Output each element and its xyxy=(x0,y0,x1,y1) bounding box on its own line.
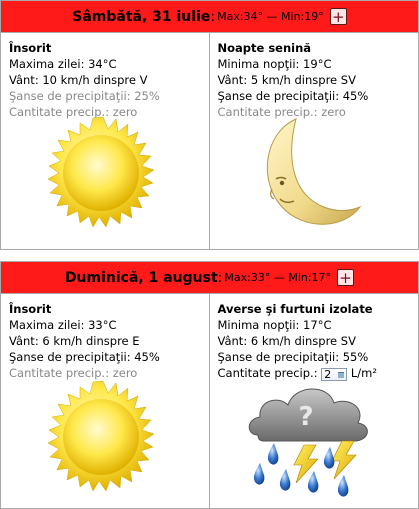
day-temps: Max:34° — Min:19° xyxy=(217,10,324,23)
condition-title: Averse şi furtuni izolate xyxy=(217,302,373,316)
expand-button[interactable]: + xyxy=(337,269,354,286)
forecast-day-1 xyxy=(0,0,419,250)
precip-amount: Cantitate precip.: zero xyxy=(9,105,138,119)
precip-amount: Cantitate precip.: zero xyxy=(217,105,346,119)
forecast-day-2 xyxy=(0,261,419,509)
night-forecast xyxy=(210,294,419,508)
day-forecast xyxy=(1,294,210,508)
precip-chance: Şanse de precipitaţii: 45% xyxy=(9,350,160,364)
precip-amount-label: Cantitate precip.: xyxy=(217,366,318,380)
day-header xyxy=(1,262,418,294)
wind: Vânt: 6 km/h dinspre E xyxy=(9,334,140,348)
svg-text:?: ? xyxy=(297,402,314,432)
sun-icon xyxy=(43,379,163,499)
storm-cloud-icon xyxy=(244,379,374,499)
moon-icon xyxy=(252,111,362,236)
wind: Vânt: 6 km/h dinspre SV xyxy=(217,334,356,348)
condition-title: Însorit xyxy=(9,41,52,55)
separator: : xyxy=(210,8,216,25)
precip-amount-value: 2 xyxy=(321,368,347,381)
night-forecast xyxy=(210,33,419,249)
expand-button[interactable]: + xyxy=(330,8,347,25)
min-temp: Minima nopţii: 19°C xyxy=(217,57,332,71)
wind: Vânt: 5 km/h dinspre SV xyxy=(217,73,356,87)
condition-title: Noapte senină xyxy=(217,41,312,55)
max-temp: Maxima zilei: 34°C xyxy=(9,57,117,71)
min-temp: Minima nopţii: 17°C xyxy=(217,318,332,332)
precip-amount: Cantitate precip.: zero xyxy=(9,366,138,380)
day-header xyxy=(1,1,418,33)
separator: : xyxy=(217,269,223,286)
precip-amount-unit: L/m² xyxy=(350,366,377,380)
condition-title: Însorit xyxy=(9,302,52,316)
wind: Vânt: 10 km/h dinspre V xyxy=(9,73,148,87)
day-temps: Max:33° — Min:17° xyxy=(224,271,332,284)
day-forecast xyxy=(1,33,210,249)
day-name: Sâmbătă, 31 iulie xyxy=(72,8,211,25)
precip-chance: Şanse de precipitaţii: 55% xyxy=(217,350,369,364)
precip-chance: Şanse de precipitaţii: 25% xyxy=(9,89,160,103)
precip-chance: Şanse de precipitaţii: 45% xyxy=(217,89,369,103)
sun-icon xyxy=(43,115,163,235)
day-name: Duminică, 1 august xyxy=(64,269,218,286)
max-temp: Maxima zilei: 33°C xyxy=(9,318,117,332)
